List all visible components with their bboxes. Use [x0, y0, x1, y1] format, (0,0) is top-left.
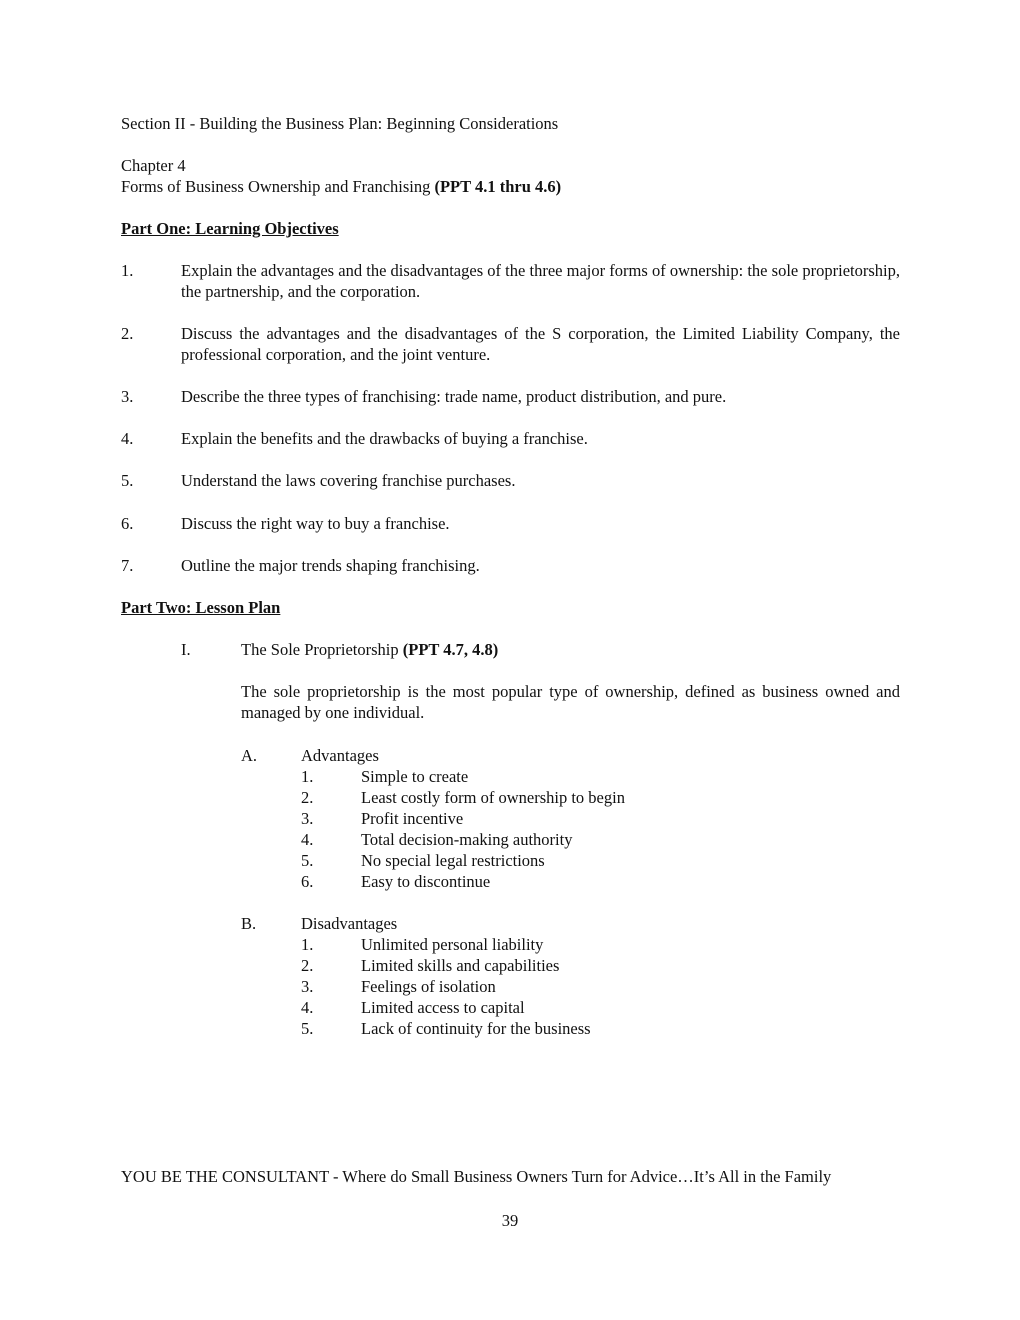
disadvantages-label: Disadvantages	[301, 914, 398, 933]
list-item-number: 2.	[301, 956, 314, 975]
list-item-number: 5.	[301, 1019, 314, 1038]
list-item-number: 1.	[301, 935, 314, 954]
section-i-description: The sole proprietorship is the most popular type of ownership, defined as business owned and managed by one individual.	[241, 682, 900, 722]
objective-text: Discuss the right way to buy a franchise.	[181, 514, 450, 533]
objective-text: Outline the major trends shaping franchising.	[181, 556, 480, 575]
list-item-text: Unlimited personal liability	[361, 935, 544, 954]
list-item-text: Limited access to capital	[361, 998, 525, 1017]
part-one-heading: Part One: Learning Objectives	[121, 219, 339, 238]
page-number: 39	[501, 1211, 519, 1230]
objective-text: Discuss the advantages and the disadvantages of the S corporation, the Limited Liability Company, the professional corporation, and the joint venture.	[181, 324, 900, 364]
section-i-number: I.	[181, 640, 191, 659]
objective-text: Describe the three types of franchising: trade name, product distribution, and pure.	[181, 387, 727, 406]
objective-text: Explain the benefits and the drawbacks of buying a franchise.	[181, 429, 588, 448]
section-i-ppt-ref: (PPT 4.7, 4.8)	[402, 640, 499, 659]
objective-number: 1.	[121, 261, 134, 280]
list-item-number: 1.	[301, 767, 314, 786]
objective-number: 2.	[121, 324, 134, 343]
list-item-text: Lack of continuity for the business	[361, 1019, 591, 1038]
part-two-heading: Part Two: Lesson Plan	[121, 598, 281, 617]
section-heading: Section II - Building the Business Plan: Beginning Considerations	[121, 114, 559, 133]
objective-number: 7.	[121, 556, 134, 575]
list-item-number: 4.	[301, 998, 314, 1017]
list-item-number: 2.	[301, 788, 314, 807]
list-item-text: Simple to create	[361, 767, 469, 786]
chapter-title-line	[121, 176, 561, 197]
list-item-text: No special legal restrictions	[361, 851, 545, 870]
objective-text: Explain the advantages and the disadvantages of the three major forms of ownership: the sole proprietorship, the partnership, and the corporation.	[181, 261, 900, 301]
list-item-number: 5.	[301, 851, 314, 870]
list-item-number: 3.	[301, 809, 314, 828]
objective-text: Understand the laws covering franchise purchases.	[181, 471, 516, 490]
objective-number: 4.	[121, 429, 134, 448]
chapter-label: Chapter 4	[121, 156, 186, 175]
section-i-title-line	[241, 639, 498, 660]
list-item-text: Feelings of isolation	[361, 977, 496, 996]
list-item-number: 6.	[301, 872, 314, 891]
advantages-label: Advantages	[301, 746, 379, 765]
advantages-letter: A.	[241, 746, 258, 765]
objective-number: 5.	[121, 471, 134, 490]
objective-number: 6.	[121, 514, 134, 533]
list-item-number: 3.	[301, 977, 314, 996]
disadvantages-letter: B.	[241, 914, 257, 933]
chapter-title: Forms of Business Ownership and Franchising	[121, 177, 431, 196]
list-item-text: Easy to discontinue	[361, 872, 491, 891]
consultant-footer: YOU BE THE CONSULTANT - Where do Small Business Owners Turn for Advice…It’s All in the Family	[121, 1167, 832, 1186]
list-item-text: Profit incentive	[361, 809, 464, 828]
list-item-text: Limited skills and capabilities	[361, 956, 560, 975]
objective-number: 3.	[121, 387, 134, 406]
list-item-text: Least costly form of ownership to begin	[361, 788, 625, 807]
chapter-ppt-ref: (PPT 4.1 thru 4.6)	[434, 177, 562, 196]
list-item-number: 4.	[301, 830, 314, 849]
list-item-text: Total decision-making authority	[361, 830, 573, 849]
section-i-title: The Sole Proprietorship	[241, 640, 399, 659]
